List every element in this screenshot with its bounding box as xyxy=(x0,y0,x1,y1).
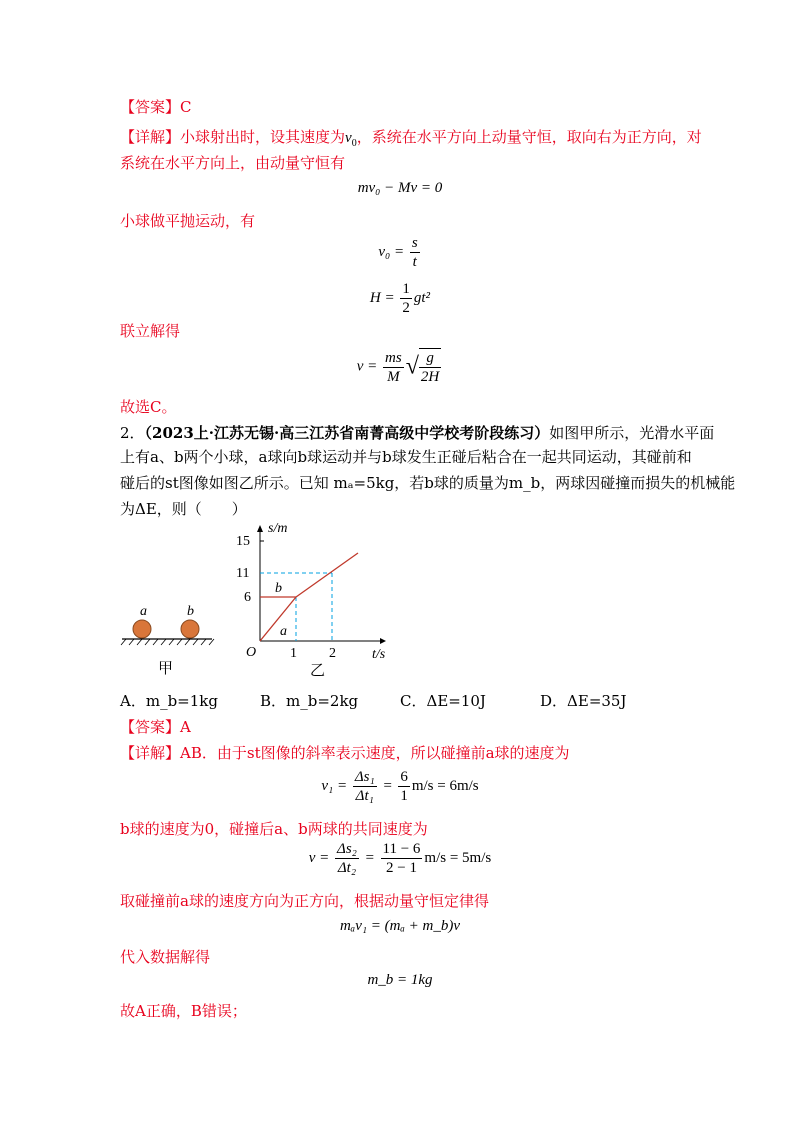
equation-v-common: v = $\frac{\text{Δs₂}}{\text{Δt₂}}$ = $\frac{11 - 6}{2 - 1}$ m/s = 5m/s xyxy=(308,841,492,876)
pingpao-line: 小球做平抛运动，有 xyxy=(120,212,256,230)
option-label: B． xyxy=(260,692,287,710)
x-axis-arrow-icon xyxy=(380,638,386,644)
equation-H xyxy=(0,280,800,317)
option-label: C． xyxy=(400,692,427,710)
origin-label: O xyxy=(246,645,257,660)
option-b[interactable] xyxy=(260,690,358,711)
option-text: m_b=2kg xyxy=(286,692,359,710)
yi-label: 乙 xyxy=(310,663,326,679)
answer-tag: 【答案】 xyxy=(120,718,181,736)
answer-tag: 【答案】 xyxy=(120,98,181,116)
x-axis-label: t/s xyxy=(372,647,386,662)
answer-line-1 xyxy=(120,96,192,118)
frac-den: 1 xyxy=(400,788,408,804)
frac-den: 2 xyxy=(402,300,410,316)
question-source: （2023上·江苏无锡·高三江苏省南菁高级中学校考阶段练习） xyxy=(144,424,550,442)
y-tick-label: 15 xyxy=(236,534,250,549)
ball-b xyxy=(181,620,199,638)
direction-line: 取碰撞前a球的速度方向为正方向，根据动量守恒定律得 xyxy=(120,892,489,910)
jia-label: 甲 xyxy=(158,661,174,677)
answer-line-2 xyxy=(120,716,191,738)
answer-value: A xyxy=(180,718,191,736)
detail-text: 小球射出时，设其速度为 xyxy=(180,128,346,146)
frac-num: Δs₁ xyxy=(354,769,375,785)
frac-den: t xyxy=(412,254,417,270)
frac-num: s xyxy=(411,235,418,251)
eq-lhs: v₁ = xyxy=(321,777,348,794)
lianli-line: 联立解得 xyxy=(120,322,181,340)
equation-v xyxy=(0,348,800,386)
question2-line4: 为ΔE，则（ ） xyxy=(120,500,247,518)
option-text: m_b=1kg xyxy=(145,692,218,710)
equation-momentum: mv₀ − Mv = 0 xyxy=(357,180,443,196)
y-axis-arrow-icon xyxy=(257,525,263,532)
eq-lhs: v₀ = xyxy=(378,243,405,260)
frac-den: M xyxy=(387,368,400,385)
detail-text: ，系统在水平方向上动量守恒，取向右为正方向，对 xyxy=(356,128,702,146)
eq-rhs: m/s = 5m/s xyxy=(424,849,492,866)
ball-a xyxy=(133,620,151,638)
conclusion-1: 故选C。 xyxy=(120,398,177,416)
question2-line1 xyxy=(120,422,714,444)
conclusion-2: 故A正确，B错误； xyxy=(120,1002,247,1020)
detail-line-1 xyxy=(120,126,702,155)
ball-b-label: b xyxy=(187,604,194,619)
x-tick-label: 1 xyxy=(290,646,297,661)
option-label: D． xyxy=(540,692,568,710)
eq-lhs: H = xyxy=(369,289,395,306)
velocity-subscript: 0 xyxy=(351,138,357,149)
detail-line-2: 系统在水平方向上，由动量守恒有 xyxy=(120,154,346,172)
option-d[interactable] xyxy=(540,690,626,711)
question2-line2: 上有a、b两个小球，a球向b球运动并与b球发生正碰后粘合在一起共同运动，其碰前和 xyxy=(120,448,692,466)
frac-num: 6 xyxy=(400,769,408,785)
question2-line3: 碰后的st图像如图乙所示。已知 mₐ=5kg，若b球的质量为m_b，两球因碰撞而损失的机械能 xyxy=(120,474,736,492)
substitute-line: 代入数据解得 xyxy=(120,948,211,966)
frac-num: 1 xyxy=(402,281,410,297)
detail-text: AB．由于st图像的斜率表示速度，所以碰撞前a球的速度为 xyxy=(180,744,570,762)
eq-lhs: v = xyxy=(356,358,378,375)
line-a xyxy=(260,597,296,641)
frac-num: g xyxy=(419,349,441,368)
eq-rhs: gt² xyxy=(413,289,431,306)
figure xyxy=(110,520,410,680)
eq-lhs: v = xyxy=(308,849,330,866)
b-speed-line: b球的速度为0，碰撞后a、b两球的共同速度为 xyxy=(120,820,428,838)
line-label-b: b xyxy=(275,581,282,596)
equation-mb: m_b = 1kg xyxy=(367,972,433,988)
equation-momentum-2: mₐv₁ = (mₐ + m_b)v xyxy=(339,918,461,934)
option-text: ΔE=10J xyxy=(426,692,486,710)
answer-value: C xyxy=(180,98,192,116)
option-a[interactable] xyxy=(120,690,218,711)
option-c[interactable] xyxy=(400,690,486,711)
question-stem: 如图甲所示，光滑水平面 xyxy=(549,424,715,442)
equation-v1: v₁ = $\frac{\text{Δs₁}}{\text{Δt₁}}$ = $\frac{6}{1}$ m/s = 6m/s xyxy=(321,769,479,804)
figure-yi xyxy=(236,521,386,662)
frac-den: 2H xyxy=(420,369,440,385)
y-axis-label: s/m xyxy=(268,521,288,536)
frac-den: Δt₁ xyxy=(355,788,374,804)
option-text: ΔE=35J xyxy=(567,692,627,710)
frac-num: Δs₂ xyxy=(337,841,357,857)
eq-rhs: m/s = 6m/s xyxy=(411,777,479,794)
sqrt-sign: √ xyxy=(405,353,419,380)
line-combined xyxy=(296,553,358,597)
ground-hatch xyxy=(121,639,214,645)
y-tick-label: 11 xyxy=(236,566,250,581)
detail-tag: 【详解】 xyxy=(120,744,181,762)
detail-line-3 xyxy=(120,742,570,764)
question-number: 2． xyxy=(120,424,145,442)
option-label: A． xyxy=(120,692,146,710)
frac-num: 11 − 6 xyxy=(382,841,421,857)
line-label-a: a xyxy=(280,624,287,639)
figure-jia xyxy=(121,604,214,677)
velocity-symbol: v xyxy=(345,130,352,146)
frac-num: ms xyxy=(385,349,402,366)
ball-a-label: a xyxy=(140,604,147,619)
x-tick-label: 2 xyxy=(329,646,336,661)
frac-den: Δt₂ xyxy=(337,860,357,876)
y-tick-label: 6 xyxy=(244,590,251,605)
detail-tag: 【详解】 xyxy=(120,128,181,146)
frac-den: 2 − 1 xyxy=(385,860,417,876)
equation-v0 xyxy=(0,234,800,271)
